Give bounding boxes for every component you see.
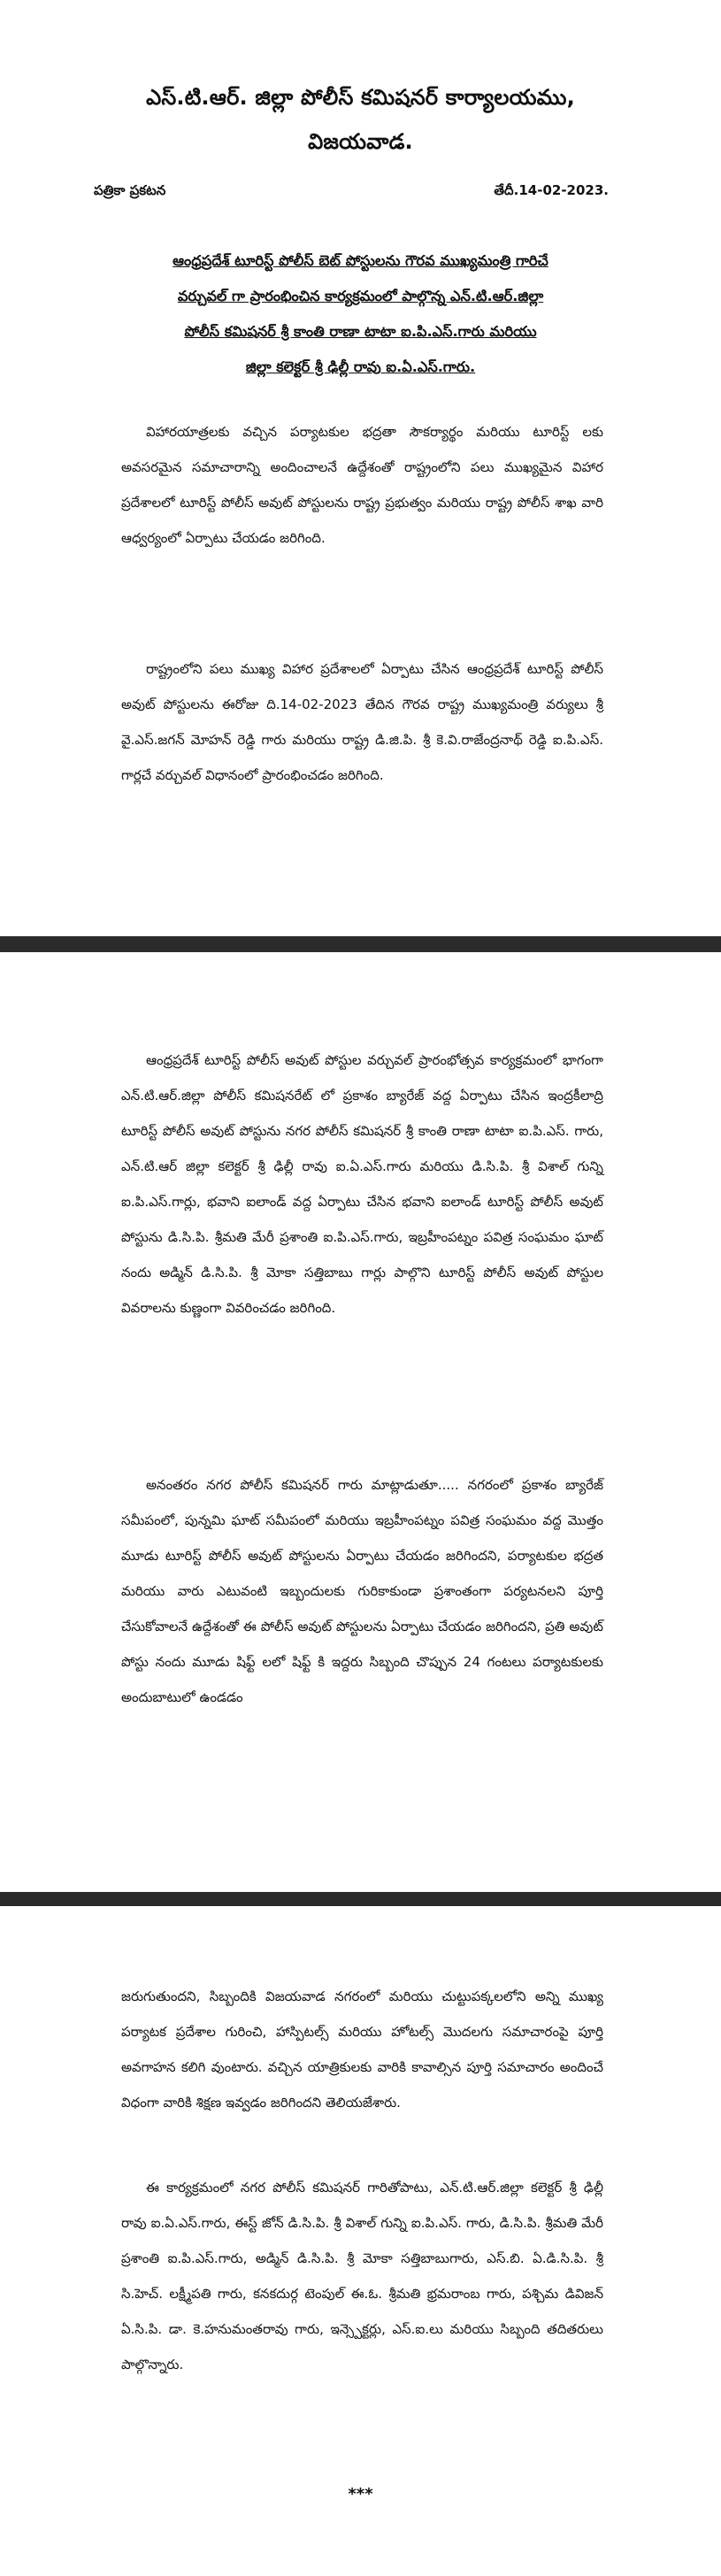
- headline-line: వర్చువల్ గా ప్రారంభించిన కార్యక్రమంలో పాల్గొన్న ఎన్.టి.ఆర్.జిల్లా: [177, 288, 544, 304]
- release-date: తేదీ.14-02-2023.: [494, 182, 609, 198]
- headline-line: ఆంధ్రప్రదేశ్ టూరిస్ట్ పోలీస్ బెట్ పోస్టులను గౌరవ ముఖ్యమంత్రి గారిచే: [173, 252, 548, 269]
- paragraph: ఈ కార్యక్రమంలో నగర పోలీస్ కమిషనర్ గారితోపాటు, ఎన్.టి.ఆర్.జిల్లా కలెక్టర్ శ్రీ ఢిల్లీ రావు ఐ.ఏ.ఎస్.గారు, ఈస్ట్ జోన్ డి.సి.పి. శ్రీ విశాల్ గున్ని ఐ.పి.ఎస్. గారు, డి.సి.పి. శ్రీమతి మేరీ ప్రశాంతి ఐ.పి.ఎస్.గారు, అడ్మిన్ డి.సి.పి. శ్రీ మోకా సత్తిబాబుగారు, ఎస్.బి. ఏ.డి.సి.పి. శ్రీ సి.హెచ్. లక్ష్మీపతి గారు, కనకదుర్గ టెంపుల్ ఈ.ఓ. శ్రీమతి భ్రమరాంబ గారు, పశ్చిమ డివిజన్ ఏ.సి.పి. డా. కె.హనుమంతరావు గారు, ఇన్స్పెక్టర్లు, ఎస్.ఐ.లు మరియు సిబ్బంది తదితరులు పాల్గొన్నారు.: [121, 2180, 603, 2372]
- end-mark: ***: [348, 2485, 373, 2503]
- headline-line: పోలీస్ కమిషనర్ శ్రీ కాంతి రాణా టాటా ఐ.పి.ఎస్.గారు మరియు: [184, 323, 537, 340]
- headline-line: జిల్లా కలెక్టర్ శ్రీ ఢిల్లీ రావు ఐ.ఏ.ఎస్.గారు.: [245, 358, 476, 375]
- headline: [133, 243, 588, 385]
- document-page-2: [0, 952, 721, 1892]
- paragraph: రాష్ట్రంలోని పలు ముఖ్య విహార ప్రదేశాలలో ఏర్పాటు చేసిన ఆంధ్రప్రదేశ్ టూరిస్ట్ పోలీస్ అవుట్ పోస్టులను ఈరోజు ది.14-02-2023 తేదిన గౌరవ రాష్ట్ర ముఖ్యమంత్రి వర్యులు శ్రీ వై.ఎస్.జగన్ మోహన్ రెడ్డి గారు మరియు రాష్ట్ర డి.జి.పి. శ్రీ కె.వి.రాజేంద్రనాథ్ రెడ్డి ఐ.పి.ఎస్. గార్లచే వర్చువల్ విధానంలో ప్రారంభించడం జరిగింది.: [121, 661, 603, 783]
- paragraph: జరుగుతుందని, సిబ్బందికి విజయవాడ నగరంలో మరియు చుట్టుపక్కలలోని అన్ని ముఖ్య పర్యాటక ప్రదేశాల గురించి, హాస్పిటల్స్ మరియు హోటల్స్ మొదలగు సమాచారంపై పూర్తి అవగాహన కలిగి వుంటారు. వచ్చిన యాత్రికులకు వారికి కావాల్సిన పూర్తి సమాచారం అందించే విధంగా వారికి శిక్షణ ఇవ్వడం జరిగిందని తెలియజేశారు.: [121, 1988, 603, 2111]
- press-release-label: పత్రికా ప్రకటన: [94, 182, 166, 198]
- page-separator: [0, 1892, 721, 1906]
- document-page-3: [0, 1906, 721, 2576]
- paragraph: విహారయాత్రలకు వచ్చిన పర్యాటకుల భద్రతా సౌకర్యార్థం మరియు టూరిస్ట్ లకు అవసరమైన సమాచారాన్ని అందించాలనే ఉద్దేశంతో రాష్ట్రంలోని పలు ముఖ్యమైన విహార ప్రదేశాలలో టూరిస్ట్ పోలీస్ అవుట్ పోస్టులను రాష్ట్ర ప్రభుత్వం మరియు రాష్ట్ర పోలీస్ శాఖ వారి ఆధ్వర్యంలో ఏర్పాటు చేయడం జరిగింది.: [121, 424, 603, 546]
- office-title: ఎస్.టి.ఆర్. జిల్లా పోలీస్ కమిషనర్ కార్యాలయము,: [146, 85, 575, 110]
- page-separator: [0, 936, 721, 952]
- paragraph: అనంతరం నగర పోలీస్ కమిషనర్ గారు మాట్లాడుతూ..... నగరంలో ప్రకాశం బ్యారేజ్ సమీపంలో, పున్నమి ఘాట్ సమీపంలో మరియు ఇబ్రహీంపట్నం పవిత్ర సంఘమం వద్ద మొత్తం మూడు టూరిస్ట్ పోలీస్ అవుట్ పోస్టులను ఏర్పాటు చేయడం జరిగిందని, పర్యాటకుల భద్రత మరియు వారు ఎటువంటి ఇబ్బందులకు గురికాకుండా ప్రశాంతంగా పర్యటనలని పూర్తి చేసుకోవాలనే ఉద్దేశంతో ఈ పోలీస్ అవుట్ పోస్టులను ఏర్పాటు చేయడం జరిగిందని, ప్రతి అవుట్ పోస్టు నందు మూడు షిఫ్ట్ లలో షిఫ్ట్ కి ఇద్దరు సిబ్బంది చొప్పున 24 గంటలు పర్యాటకులకు అందుబాటులో ఉండడం: [121, 1477, 603, 1705]
- office-city: విజయవాడ.: [308, 129, 413, 154]
- document-page-1: [0, 0, 721, 936]
- paragraph: ఆంధ్రప్రదేశ్ టూరిస్ట్ పోలీస్ అవుట్ పోస్టుల వర్చువల్ ప్రారంభోత్సవ కార్యక్రమంలో భాగంగా ఎన్.టి.ఆర్.జిల్లా పోలీస్ కమిషనరేట్ లో ప్రకాశం బ్యారేజ్ వద్ద ఏర్పాటు చేసిన ఇంద్రకీలాద్రి టూరిస్ట్ పోలీస్ అవుట్ పోస్టును నగర పోలీస్ కమిషనర్ శ్రీ కాంతి రాణా టాటా ఐ.పి.ఎస్. గారు, ఎన్.టి.ఆర్ జిల్లా కలెక్టర్ శ్రీ ఢిల్లీ రావు ఐ.ఏ.ఎస్.గారు మరియు డి.సి.పి. శ్రీ విశాల్ గున్ని ఐ.పి.ఎస్.గార్లు, భవాని ఐలాండ్ వద్ద ఏర్పాటు చేసిన భవాని ఐలాండ్ టూరిస్ట్ పోలీస్ అవుట్ పోస్టును డి.సి.పి. శ్రీమతి మేరీ ప్రశాంతి ఐ.పి.ఎస్.గారు, ఇబ్రహీంపట్నం పవిత్ర సంఘమం ఘాట్ నందు అడ్మిన్ డి.సి.పి. శ్రీ మోకా సత్తిబాబు గార్లు పాల్గొని టూరిస్ట్ పోలీస్ అవుట్ పోస్టుల వివరాలను కుణ్ణంగా వివరించడం జరిగింది.: [121, 1052, 603, 1316]
